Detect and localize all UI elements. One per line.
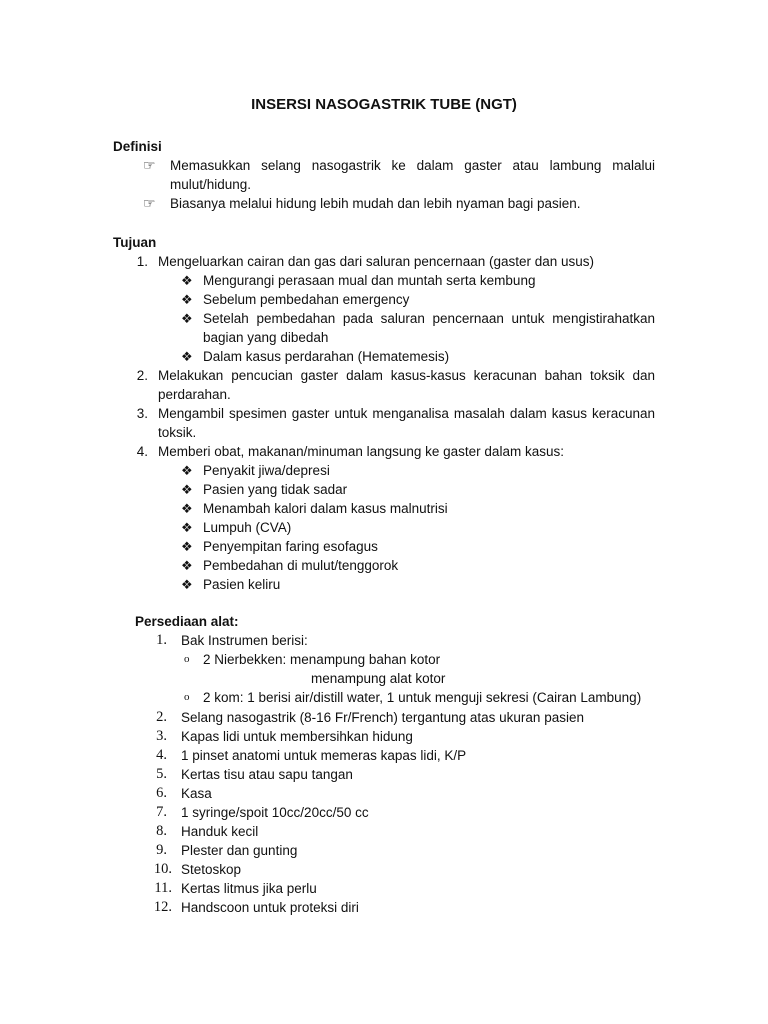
persediaan-item: Handuk kecil (181, 824, 259, 839)
persediaan-subitem-cont: menampung alat kotor (311, 671, 446, 686)
tujuan-heading: Tujuan (113, 235, 157, 250)
persediaan-item: Kapas lidi untuk membersihkan hidung (181, 729, 413, 744)
list-number: 1. (156, 632, 167, 648)
definisi-item-cont: mulut/hidung. (170, 177, 252, 192)
persediaan-item: 1 pinset anatomi untuk memeras kapas lidi, K/P (181, 748, 467, 763)
list-number: 3. (156, 728, 167, 744)
persediaan-item: Kertas tisu atau sapu tangan (181, 767, 353, 782)
list-number: 7. (156, 804, 167, 820)
tujuan-subitem: Mengurangi perasaan mual dan muntah serta kembung (203, 273, 536, 288)
list-number: 9. (156, 842, 167, 858)
tujuan-subitem: Setelah pembedahan pada saluran pencernaan untuk mengistirahatkan (203, 311, 655, 326)
diamond-bullet-icon: ❖ (181, 539, 193, 554)
tujuan-subitem-cont: bagian yang dibedah (203, 330, 329, 345)
list-number: 8. (156, 823, 167, 839)
tujuan-subitem: Penyempitan faring esofagus (203, 539, 378, 554)
persediaan-heading: Persediaan alat: (135, 614, 239, 629)
persediaan-subitem: 2 Nierbekken: menampung bahan kotor (203, 652, 441, 667)
tujuan-subitem: Pasien yang tidak sadar (203, 482, 348, 497)
tujuan-item-2: Melakukan pencucian gaster dalam kasus-kasus keracunan bahan toksik dan (158, 368, 655, 383)
persediaan-item: Stetoskop (181, 862, 242, 877)
circle-bullet-icon: o (184, 691, 190, 703)
list-number: 10. (153, 861, 172, 877)
list-number: 1. (136, 254, 148, 269)
persediaan-item: Handscoon untuk proteksi diri (181, 900, 359, 915)
list-number: 11. (154, 880, 172, 896)
hand-pointer-icon: ☞ (143, 157, 156, 173)
tujuan-item-3-cont: toksik. (158, 425, 197, 440)
list-number: 4. (156, 747, 167, 763)
circle-bullet-icon: o (184, 653, 190, 665)
tujuan-subitem: Pasien keliru (203, 577, 281, 592)
tujuan-item-1: Mengeluarkan cairan dan gas dari saluran pencernaan (gaster dan usus) (158, 254, 595, 269)
hand-pointer-icon: ☞ (143, 195, 156, 211)
tujuan-subitem: Pembedahan di mulut/tenggorok (203, 558, 399, 573)
tujuan-item-2-cont: perdarahan. (158, 387, 231, 402)
persediaan-item: Selang nasogastrik (8-16 Fr/French) tergantung atas ukuran pasien (181, 710, 584, 725)
tujuan-subitem: Lumpuh (CVA) (203, 520, 292, 535)
list-number: 5. (156, 766, 167, 782)
diamond-bullet-icon: ❖ (181, 463, 193, 478)
persediaan-item: 1 syringe/spoit 10cc/20cc/50 cc (181, 805, 369, 820)
persediaan-item: Kertas litmus jika perlu (181, 881, 317, 896)
diamond-bullet-icon: ❖ (181, 311, 193, 326)
diamond-bullet-icon: ❖ (181, 292, 193, 307)
list-number: 2. (136, 368, 148, 383)
tujuan-item-4: Memberi obat, makanan/minuman langsung ke gaster dalam kasus: (158, 444, 564, 459)
diamond-bullet-icon: ❖ (181, 501, 193, 516)
diamond-bullet-icon: ❖ (181, 577, 193, 592)
tujuan-item-3: Mengambil spesimen gaster untuk menganalisa masalah dalam kasus keracunan (158, 406, 655, 421)
diamond-bullet-icon: ❖ (181, 558, 193, 573)
diamond-bullet-icon: ❖ (181, 349, 193, 364)
page-title: INSERSI NASOGASTRIK TUBE (NGT) (251, 96, 517, 113)
tujuan-subitem: Menambah kalori dalam kasus malnutrisi (203, 501, 448, 516)
diamond-bullet-icon: ❖ (181, 273, 193, 288)
list-number: 12. (153, 899, 172, 915)
definisi-heading: Definisi (113, 139, 162, 154)
persediaan-item-1: Bak Instrumen berisi: (181, 633, 308, 648)
persediaan-item: Kasa (181, 786, 212, 801)
persediaan-subitem: 2 kom: 1 berisi air/distill water, 1 untuk menguji sekresi (Cairan Lambung) (203, 690, 642, 705)
diamond-bullet-icon: ❖ (181, 520, 193, 535)
definisi-item: Memasukkan selang nasogastrik ke dalam gaster atau lambung malalui (170, 158, 655, 173)
list-number: 2. (156, 709, 167, 725)
tujuan-subitem: Dalam kasus perdarahan (Hematemesis) (203, 349, 450, 364)
persediaan-item: Plester dan gunting (181, 843, 298, 858)
tujuan-subitem: Penyakit jiwa/depresi (203, 463, 330, 478)
definisi-item: Biasanya melalui hidung lebih mudah dan lebih nyaman bagi pasien. (170, 196, 581, 211)
list-number: 3. (136, 406, 148, 421)
list-number: 6. (156, 785, 167, 801)
diamond-bullet-icon: ❖ (181, 482, 193, 497)
list-number: 4. (136, 444, 148, 459)
tujuan-subitem: Sebelum pembedahan emergency (203, 292, 410, 307)
